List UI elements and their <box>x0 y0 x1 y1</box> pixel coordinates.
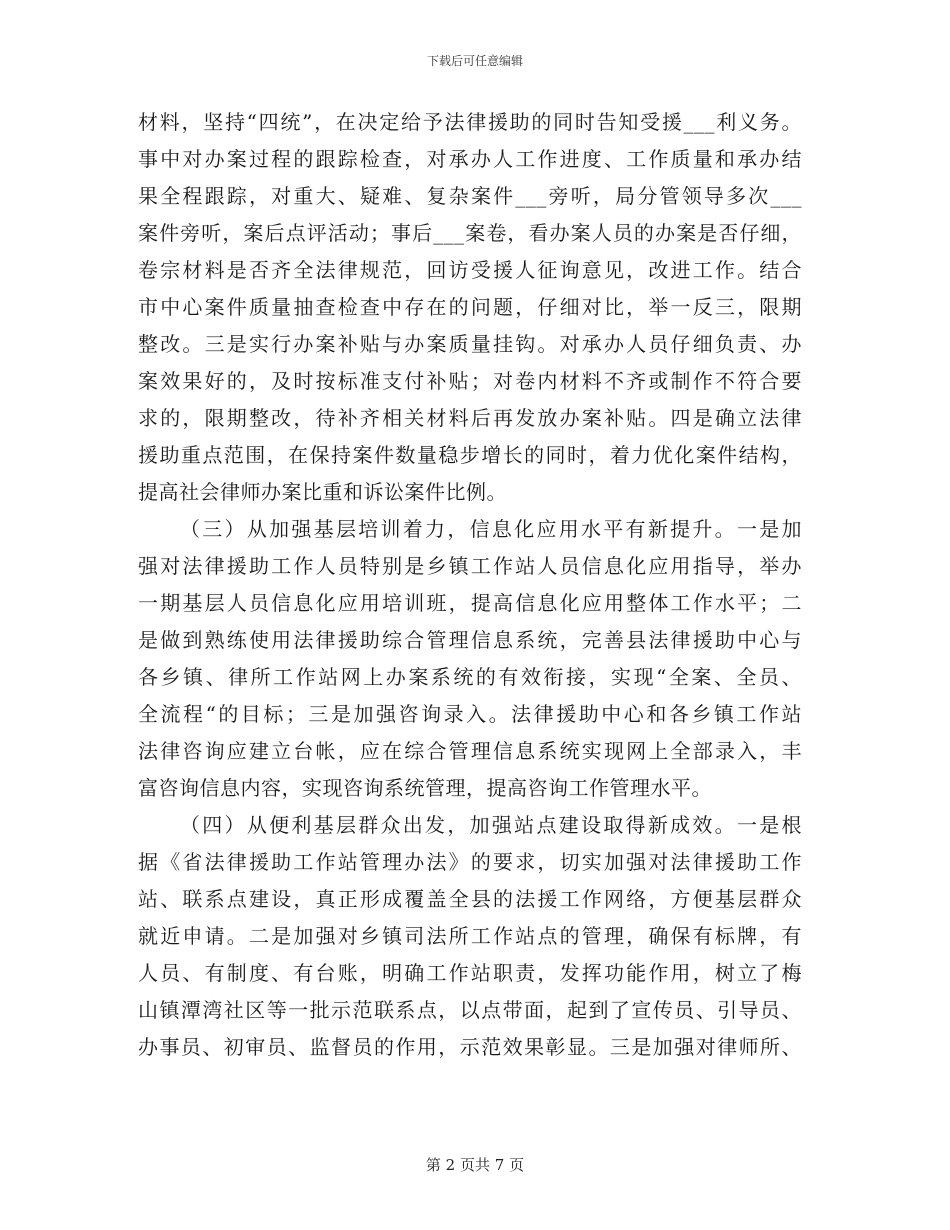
text-line: 一期基层人员信息化应用培训班，提高信息化应用整体工作水平；二 <box>138 591 802 615</box>
text-line: 果全程跟踪，对重大、疑难、复杂案件___旁听，局分管领导多次___ <box>138 184 802 208</box>
text-line: 提高社会律师办案比重和诉讼案件比例。 <box>138 480 507 504</box>
text-line: 办事员、初审员、监督员的作用，示范效果彰显。三是加强对律师所、 <box>138 1035 802 1059</box>
text-line: 案效果好的，及时按标准支付补贴；对卷内材料不齐或制作不符合要 <box>138 369 802 393</box>
text-line: 援助重点范围，在保持案件数量稳步增长的同时，着力优化案件结构， <box>138 443 802 467</box>
text-line: 整改。三是实行办案补贴与办案质量挂钩。对承办人员仔细负责、办 <box>138 332 802 356</box>
text-line: 卷宗材料是否齐全法律规范，回访受援人征询意见，改进工作。结合 <box>138 258 802 282</box>
document-body <box>138 104 802 1066</box>
text-line: 强对法律援助工作人员特别是乡镇工作站人员信息化应用指导，举办 <box>138 554 802 578</box>
text-line: 山镇潭湾社区等一批示范联系点，以点带面，起到了宣传员、引导员、 <box>138 998 802 1022</box>
text-line: 是做到熟练使用法律援助综合管理信息系统，完善县法律援助中心与 <box>138 628 802 652</box>
text-line: 市中心案件质量抽查检查中存在的问题，仔细对比，举一反三，限期 <box>138 295 802 319</box>
text-line: 据《省法律援助工作站管理办法》的要求，切实加强对法律援助工作 <box>138 850 802 874</box>
text-line: 全流程“的目标；三是加强咨询录入。法律援助中心和各乡镇工作站 <box>138 702 802 726</box>
text-line: 各乡镇、律所工作站网上办案系统的有效衔接，实现“全案、全员、 <box>138 665 802 689</box>
page-header: 下载后可任意编辑 <box>426 54 523 68</box>
text-line: 案件旁听，案后点评活动；事后___案卷，看办案人员的办案是否仔细， <box>138 221 802 245</box>
text-line: 求的，限期整改，待补齐相关材料后再发放办案补贴。四是确立法律 <box>138 406 802 430</box>
text-line: 富咨询信息内容，实现咨询系统管理，提高咨询工作管理水平。 <box>138 776 712 800</box>
paragraph-start-line: （四）从便利基层群众出发，加强站点建设取得新成效。一是根 <box>180 813 802 837</box>
text-line: 就近申请。二是加强对乡镇司法所工作站点的管理，确保有标牌，有 <box>138 924 802 948</box>
paragraph-start-line: （三）从加强基层培训着力，信息化应用水平有新提升。一是加 <box>180 517 802 541</box>
page-footer: 第 2 页共 7 页 <box>425 1156 525 1174</box>
text-line: 站、联系点建设，真正形成覆盖全县的法援工作网络，方便基层群众 <box>138 887 802 911</box>
text-line: 人员、有制度、有台账，明确工作站职责，发挥功能作用，树立了梅 <box>138 961 802 985</box>
text-line: 材料，坚持“四统”，在决定给予法律援助的同时告知受援___利义务。 <box>138 110 802 134</box>
text-line: 法律咨询应建立台帐，应在综合管理信息系统实现网上全部录入，丰 <box>138 739 802 763</box>
text-line: 事中对办案过程的跟踪检查，对承办人工作进度、工作质量和承办结 <box>138 147 802 171</box>
